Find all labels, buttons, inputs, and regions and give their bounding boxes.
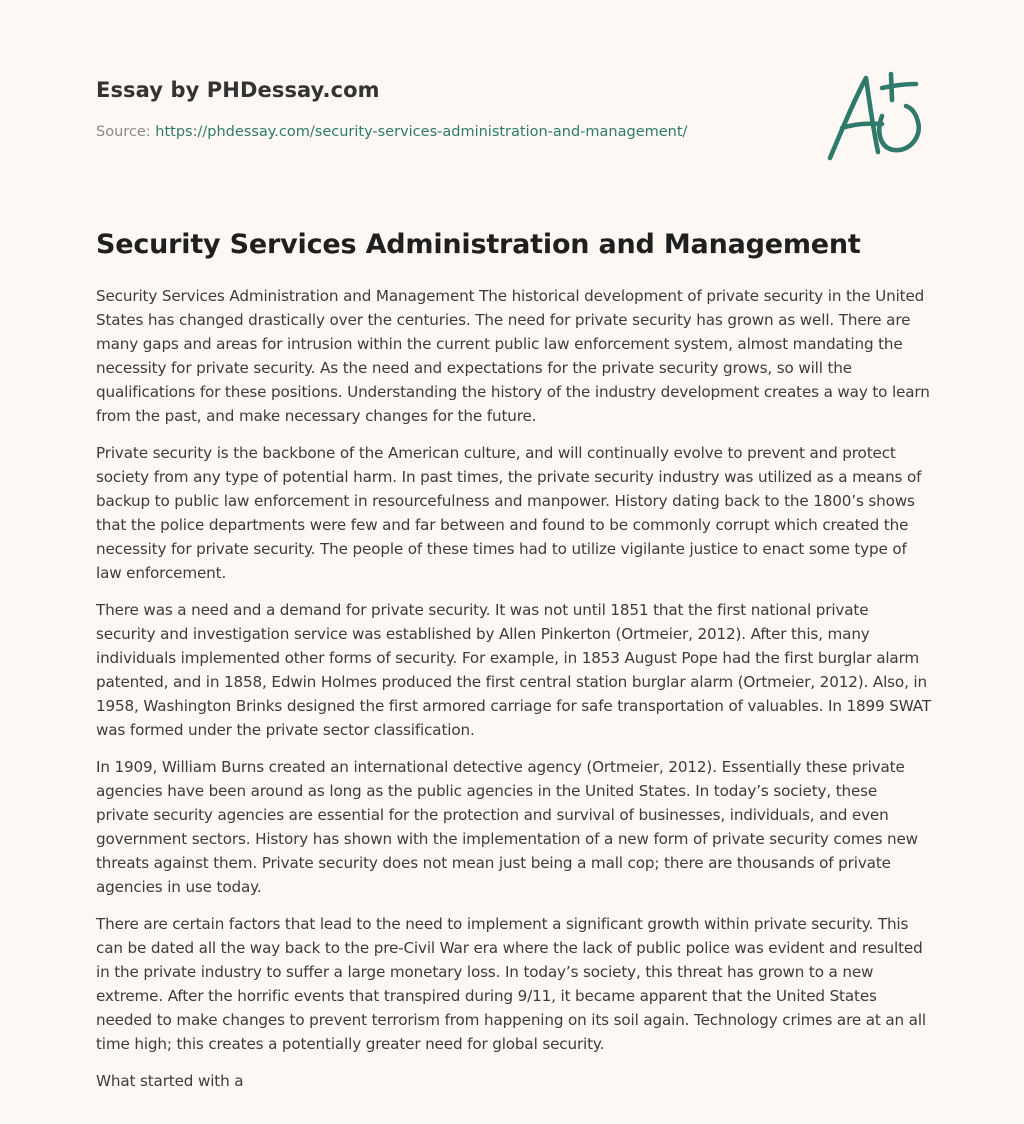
source-line [96,122,796,142]
source-label: Source: [96,124,151,140]
article-paragraph: In 1909, William Burns created an international detective agency (Ortmeier, 2012). Essentially these private agencies have been around as long as the public agencies in the United States. In today’s society, these private security agencies are essential for the protection and survival of businesses, individuals, and even government sectors. History has shown with the implementation of a new form of private security comes new threats against them. Private security does not mean just being a mall cop; there are thousands of private agencies in use today. [96,758,918,896]
article-paragraph: Security Services Administration and Management The historical development of private security in the United States has changed drastically over the centuries. The need for private security has grown as well. There are many gaps and areas for intrusion within the current public law enforcement system, almost mandating the necessity for private security. As the need and expectations for the private security grows, so will the qualifications for these positions. Understanding the history of the industry development creates a way to learn from the past, and make necessary changes for the future. [96,287,930,425]
article-paragraph: There was a need and a demand for private security. It was not until 1851 that the first national private security and investigation service was established by Allen Pinkerton (Ortmeier, 2012). After this, many individuals implemented other forms of security. For example, in 1853 August Pope had the first burglar alarm patented, and in 1858, Edwin Holmes produced the first central station burglar alarm (Ortmeier, 2012). Also, in 1958, Washington Brinks designed the first armored carriage for safe transportation of valuables. In 1899 SWAT was formed under the private sector classification. [96,601,931,739]
article-paragraph: What started with a [96,1072,244,1090]
source-link[interactable]: https://phdessay.com/security-services-administration-and-management/ [155,124,688,140]
a-plus-grade-icon [820,66,928,166]
article-paragraph: Private security is the backbone of the American culture, and will continually evolve to prevent and protect society from any type of potential harm. In past times, the private security industry was utilized as a means of backup to public law enforcement in resourcefulness and manpower. History dating back to the 1800’s shows that the police departments were few and far between and found to be commonly corrupt which created the necessity for private security. The people of these times had to utilize vigilante justice to enact some type of law enforcement. [96,444,922,582]
article-body [96,284,932,1106]
article-title: Security Services Administration and Management [96,229,861,260]
site-brand: Essay by PHDessay.com [96,78,380,102]
article-paragraph: There are certain factors that lead to the need to implement a significant growth within private security. This can be dated all the way back to the pre-Civil War era where the lack of public police was evident and resulted in the private industry to suffer a large monetary loss. In today’s society, this threat has grown to a new extreme. After the horrific events that transpired during 9/11, it became apparent that the United States needed to make changes to prevent terrorism from happening on its soil again. Technology crimes are at an all time high; this creates a potentially greater need for global security. [96,915,926,1053]
essay-header [96,76,796,142]
